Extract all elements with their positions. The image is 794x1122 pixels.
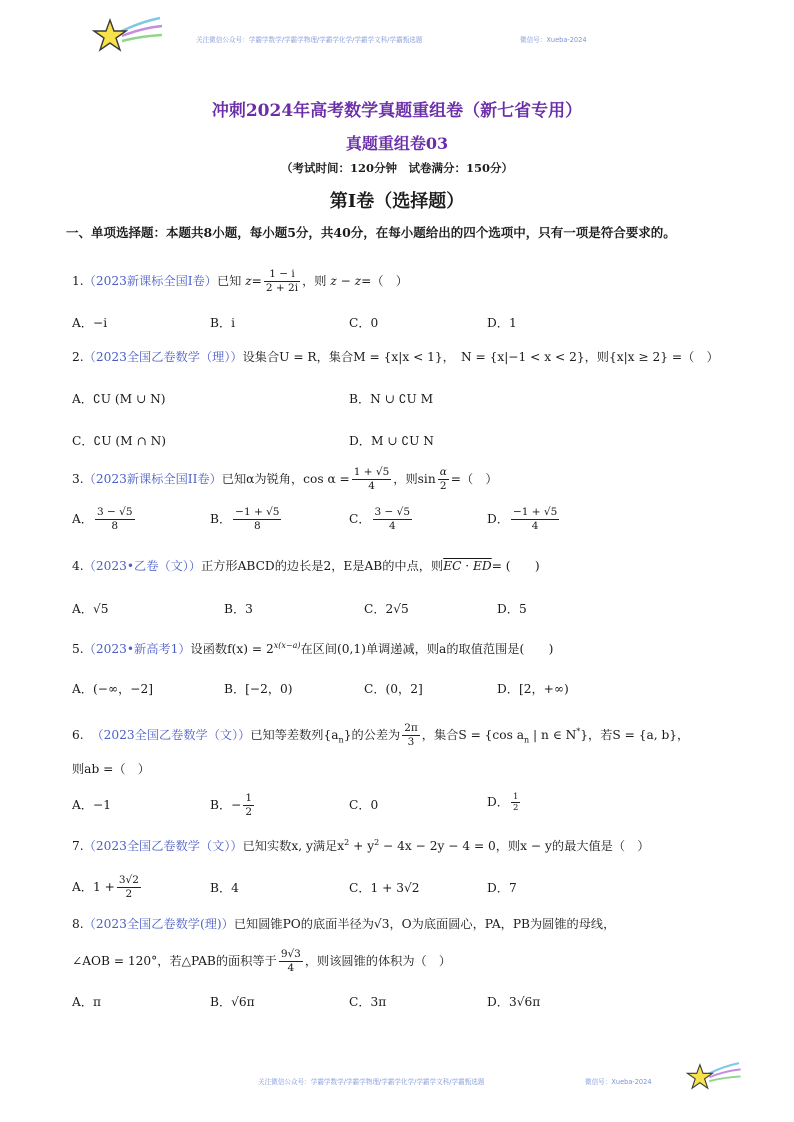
question-source: （2023新课标全国I卷） bbox=[83, 274, 217, 288]
question-6: 6. （2023全国乙卷数学（文））已知等差数列$\{a_n\}$的公差为 $\frac{2\pi}{3}$ ，集合S = {cos $a_n$ | n ∈ N*}，若S = {a, b}， bbox=[72, 722, 690, 748]
option: C．3π bbox=[349, 995, 387, 1009]
option: D．M ∪ ∁U N bbox=[349, 434, 434, 448]
option: A．∁U (M ∪ N) bbox=[72, 392, 166, 406]
option: B．[−2，0) bbox=[224, 682, 293, 696]
question-1: 1.（2023新课标全国I卷）已知 z= $\frac{1 - i}{2 + 2i}$ ，则 z − z=（ ） bbox=[72, 268, 408, 294]
option: B．− $\frac{1}{2}$ bbox=[210, 792, 253, 818]
section-title: 第I卷（选择题） bbox=[329, 191, 465, 212]
option: C．1 + 3√2 bbox=[349, 881, 420, 895]
option: A．(−∞，−2] bbox=[72, 682, 154, 696]
star-logo-icon bbox=[92, 14, 164, 60]
question-source: （2023新课标全国II卷） bbox=[83, 472, 222, 486]
option: D．[2，+∞) bbox=[497, 682, 569, 696]
option: B．i bbox=[210, 316, 236, 330]
question-source: （2023全国乙卷数学（文）） bbox=[91, 728, 251, 742]
page-subtitle: 真题重组卷03 bbox=[345, 134, 449, 153]
question-3: 3.（2023新课标全国II卷）已知α为锐角，cos α = $\frac{1 + √5}{4}$ ，则sin $\frac{\alpha}{2}$ =（ ） bbox=[72, 466, 498, 492]
option: A．√5 bbox=[72, 602, 109, 616]
option: D．7 bbox=[487, 881, 517, 895]
option: C．∁U (M ∩ N) bbox=[72, 434, 167, 448]
fraction: $\frac{2\pi}{3}$ bbox=[404, 722, 418, 748]
option: C．2√5 bbox=[364, 602, 409, 616]
header-wechat: 微信号：Xueba-2024 bbox=[520, 36, 587, 44]
option: A．−1 bbox=[72, 798, 111, 812]
option: A． $\frac{3 - √5}{8}$ bbox=[72, 506, 133, 532]
fraction: $\frac{9√3}{4}$ bbox=[280, 948, 301, 974]
page-title: 冲刺2024年高考数学真题重组卷（新七省专用） bbox=[211, 101, 583, 121]
option: A．π bbox=[72, 995, 101, 1009]
option: D．5 bbox=[497, 602, 527, 616]
option: B．√6π bbox=[210, 995, 255, 1009]
question-6-continued: 则ab =（ ） bbox=[72, 762, 150, 776]
option: A．1 + $\frac{3√2}{2}$ bbox=[72, 874, 139, 900]
option: D．1 bbox=[487, 316, 517, 330]
question-5: 5.（2023•新高考1）设函数$f(x) = 2^{x(x-a)}$在区间(0,1)单调递减，则a的取值范围是( ) bbox=[72, 640, 554, 656]
option: D．3√6π bbox=[487, 995, 541, 1009]
option: B．4 bbox=[210, 881, 239, 895]
question-source: （2023•乙卷（文）） bbox=[83, 559, 202, 573]
option: B．N ∪ ∁U M bbox=[349, 392, 434, 406]
option: C． $\frac{3 - √5}{4}$ bbox=[349, 506, 411, 532]
exam-info: （考试时间：120分钟 试卷满分：150分） bbox=[280, 161, 513, 175]
option: D． $\frac{1}{2}$ bbox=[487, 792, 519, 813]
option: C．0 bbox=[349, 316, 379, 330]
question-8-continued: ∠AOB = 120°，若△PAB的面积等于 $\frac{9√3}{4}$ ，则该圆锥的体积为（ ） bbox=[72, 948, 452, 974]
fraction: $\frac{1 + √5}{4}$ bbox=[353, 466, 390, 492]
footer-wechat: 微信号：Xueba-2024 bbox=[585, 1078, 652, 1086]
instructions: 一、单项选择题：本题共8小题，每小题5分，共40分，在每小题给出的四个选项中，只有一项是符合要求的。 bbox=[66, 225, 676, 240]
option: B．3 bbox=[224, 602, 253, 616]
question-7: 7.（2023全国乙卷数学（文））已知实数x, y满足$x^2 + y^2 - 4x - 2y - 4 = 0$，则x − y的最大值是（ ） bbox=[72, 837, 650, 853]
question-2: 2.（2023全国乙卷数学（理））设集合U = R，集合M = {x|x < 1}， N = {x|−1 < x < 2}，则{x|x ≥ 2} =（ ） bbox=[72, 350, 719, 364]
question-source: （2023全国乙卷数学(理)） bbox=[83, 917, 234, 931]
footer-text: 关注微信公众号：学霸学数学/学霸学物理/学霸学化学/学霸学文科/学霸甄选题 bbox=[258, 1078, 485, 1086]
question-source: （2023全国乙卷数学（文）） bbox=[83, 839, 243, 853]
question-4: 4.（2023•乙卷（文））正方形ABCD的边长是2，E是AB的中点，则EC · ED= ( ) bbox=[72, 559, 540, 573]
option: A．−i bbox=[72, 316, 108, 330]
option: B． $\frac{-1 + √5}{8}$ bbox=[210, 506, 280, 532]
header-text: 关注微信公众号：学霸学数学/学霸学物理/学霸学化学/学霸学文科/学霸甄选题 bbox=[196, 36, 423, 44]
question-8: 8.（2023全国乙卷数学(理)）已知圆锥PO的底面半径为√3，O为底面圆心，PA，PB为圆锥的母线， bbox=[72, 917, 616, 931]
fraction: $\frac{1 - i}{2 + 2i}$ bbox=[265, 268, 299, 294]
question-source: （2023•新高考1） bbox=[83, 642, 191, 656]
star-logo-icon bbox=[684, 1060, 744, 1096]
fraction: $\frac{\alpha}{2}$ bbox=[439, 466, 447, 492]
vector-expression: EC · ED bbox=[443, 559, 492, 573]
option: D． $\frac{-1 + √5}{4}$ bbox=[487, 506, 558, 532]
question-source: （2023全国乙卷数学（理）） bbox=[83, 350, 243, 364]
option: C．(0，2] bbox=[364, 682, 423, 696]
option: C．0 bbox=[349, 798, 379, 812]
